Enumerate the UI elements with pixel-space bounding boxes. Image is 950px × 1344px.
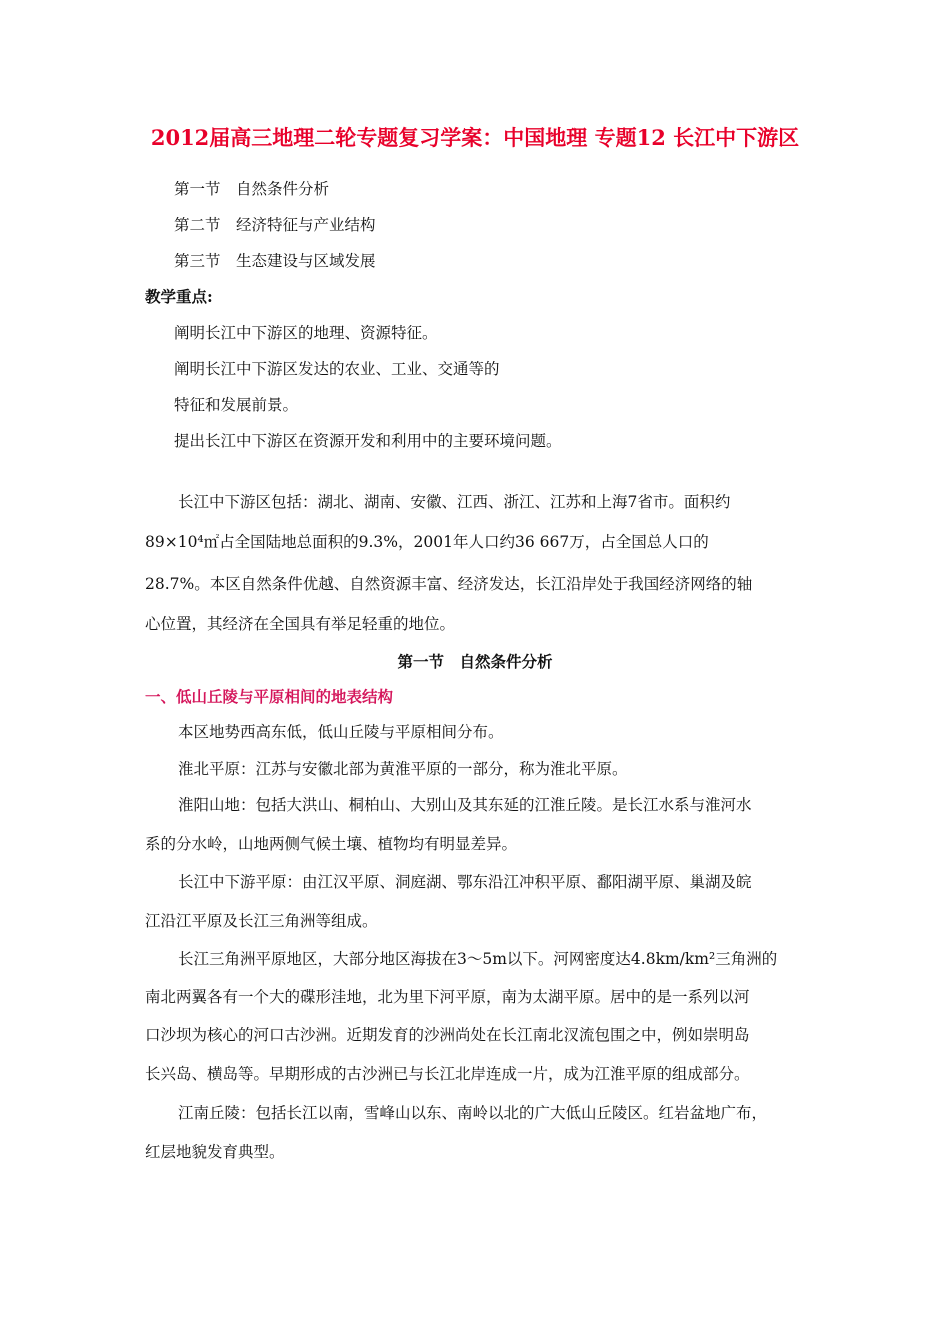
intro-line: 长江中下游区包括：湖北、湖南、安徽、江西、浙江、江苏和上海7省市。面积约 — [178, 493, 731, 511]
document-title: 2012届高三地理二轮专题复习学案：中国地理 专题12 长江中下游区 — [150, 125, 800, 150]
body-line: 淮北平原：江苏与安徽北部为黄淮平原的一部分，称为淮北平原。 — [178, 760, 628, 778]
focus-item: 特征和发展前景。 — [174, 396, 299, 414]
toc-item: 第一节 自然条件分析 — [174, 180, 330, 198]
body-line: 系的分水岭，山地两侧气候土壤、植物均有明显差异。 — [145, 835, 518, 853]
body-line: 本区地势西高东低，低山丘陵与平原相间分布。 — [178, 723, 504, 741]
body-line: 红层地貌发育典型。 — [145, 1143, 285, 1161]
focus-heading: 教学重点: — [145, 287, 213, 306]
body-line: 长江三角洲平原地区，大部分地区海拔在3～5m以下。河网密度达4.8km/km²三角洲的 — [178, 950, 778, 968]
body-line: 口沙坝为核心的河口古沙洲。近期发育的沙洲尚处在长江南北汊流包围之中，例如崇明岛 — [145, 1026, 750, 1044]
section-heading: 第一节 自然条件分析 — [397, 652, 553, 671]
body-line: 江沿江平原及长江三角洲等组成。 — [145, 912, 378, 930]
intro-line: 89×10⁴㎡占全国陆地总面积的9.3%，2001年人口约36 667万，占全国总人口的 — [145, 533, 709, 551]
intro-line: 28.7%。本区自然条件优越、自然资源丰富、经济发达，长江沿岸处于我国经济网络的轴 — [145, 575, 753, 593]
toc-item: 第三节 生态建设与区域发展 — [174, 252, 376, 270]
subsection-heading: 一、低山丘陵与平原相间的地表结构 — [145, 687, 394, 706]
focus-item: 阐明长江中下游区的地理、资源特征。 — [174, 324, 438, 342]
body-line: 南北两翼各有一个大的碟形洼地，北为里下河平原，南为太湖平原。居中的是一系列以河 — [145, 988, 750, 1006]
toc-item: 第二节 经济特征与产业结构 — [174, 216, 376, 234]
body-line: 江南丘陵：包括长江以南，雪峰山以东、南岭以北的广大低山丘陵区。红岩盆地广布， — [178, 1104, 768, 1122]
body-line: 长江中下游平原：由江汉平原、洞庭湖、鄂东沿江冲积平原、鄱阳湖平原、巢湖及皖 — [178, 873, 752, 891]
focus-item: 阐明长江中下游区发达的农业、工业、交通等的 — [174, 360, 500, 378]
body-line: 长兴岛、横岛等。早期形成的古沙洲已与长江北岸连成一片，成为江淮平原的组成部分。 — [145, 1065, 750, 1083]
body-line: 淮阳山地：包括大洪山、桐柏山、大别山及其东延的江淮丘陵。是长江水系与淮河水 — [178, 796, 752, 814]
intro-line: 心位置，其经济在全国具有举足轻重的地位。 — [145, 615, 456, 633]
focus-item: 提出长江中下游区在资源开发和利用中的主要环境问题。 — [174, 432, 562, 450]
